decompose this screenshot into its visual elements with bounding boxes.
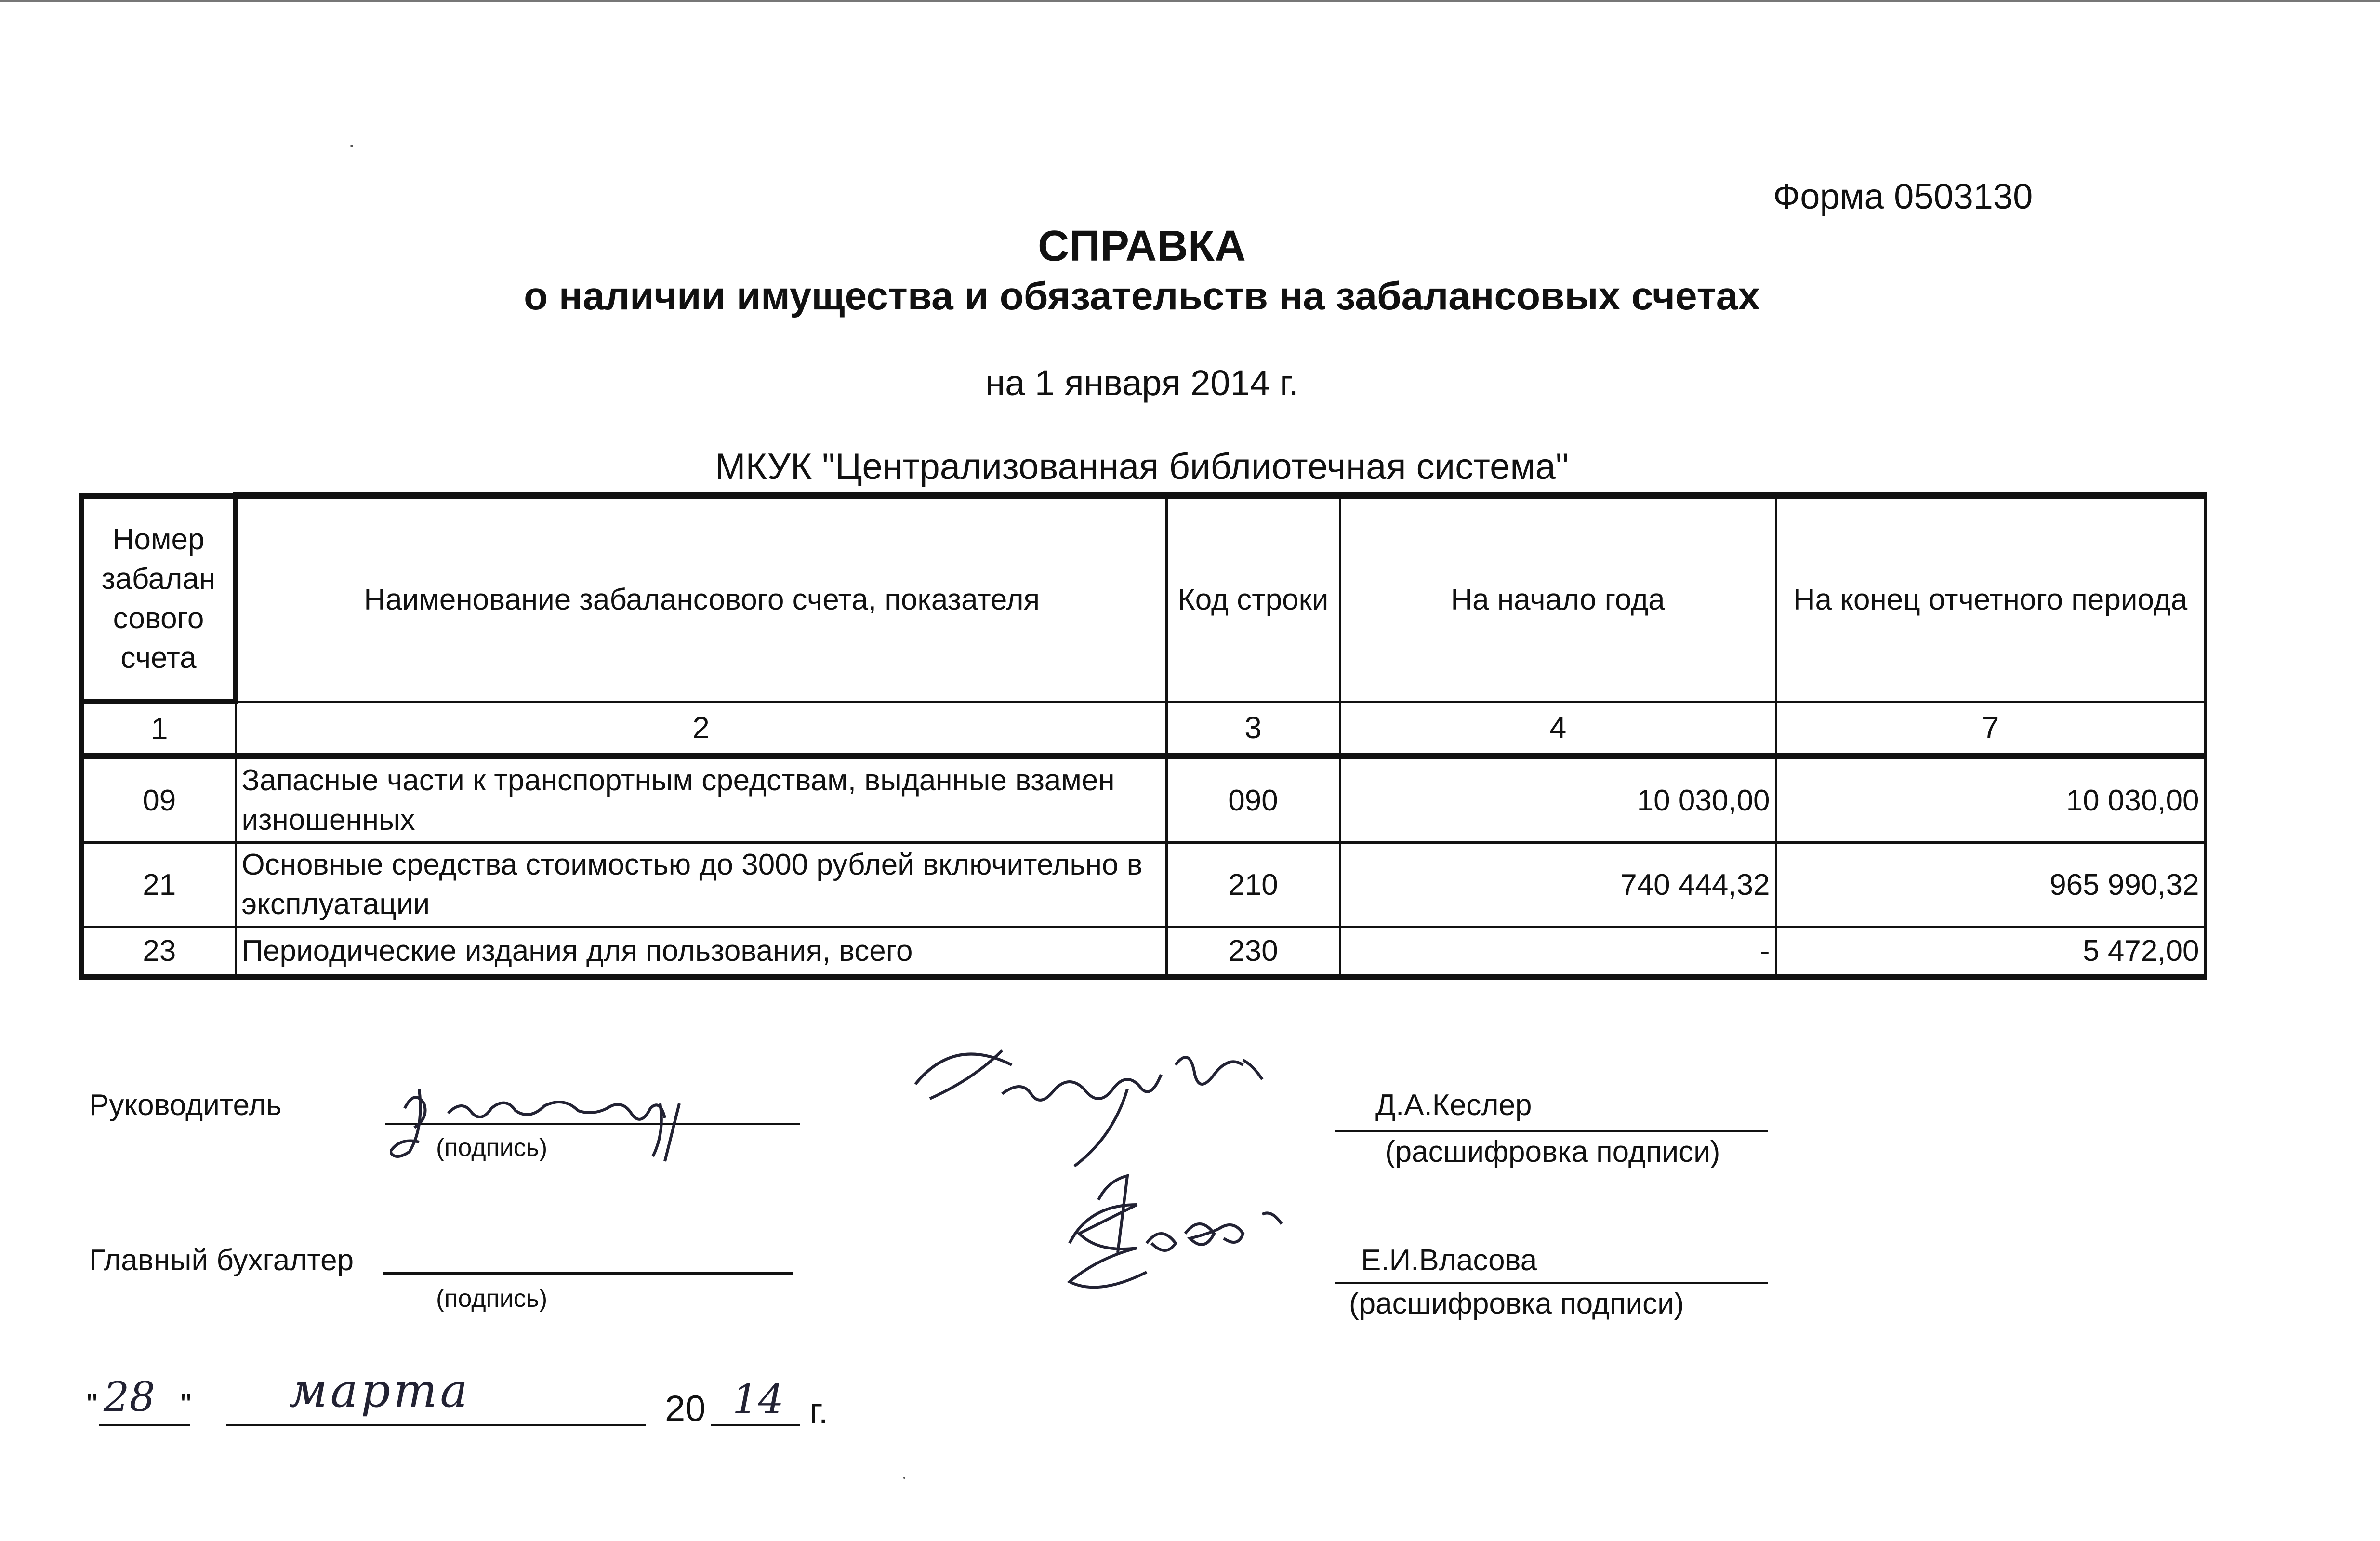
- accountant-signature-line: [383, 1272, 793, 1275]
- row-end: 10 030,00: [1776, 756, 2205, 843]
- col-num: 7: [1776, 702, 2205, 756]
- accountant-name-line: [1335, 1282, 1768, 1284]
- head-role-label: Руководитель: [89, 1089, 282, 1122]
- accountant-signature: [1050, 1171, 1320, 1301]
- table-row: [81, 756, 2205, 843]
- head-sign-caption: (подпись): [436, 1134, 548, 1162]
- off-balance-table: [79, 492, 2207, 980]
- document-title: СПРАВКА: [1038, 222, 1246, 270]
- row-start: 10 030,00: [1340, 756, 1776, 843]
- table-row: [81, 927, 2205, 977]
- row-code: 090: [1166, 756, 1340, 843]
- form-number: Форма 0503130: [1773, 176, 2033, 216]
- accountant-sign-caption: (подпись): [436, 1285, 548, 1313]
- header-name: Наименование забалансового счета, показателя: [236, 496, 1166, 702]
- header-start: На начало года: [1340, 496, 1776, 702]
- handwritten-position-director: [390, 1075, 800, 1181]
- col-num: 4: [1340, 702, 1776, 756]
- date-day-handwritten: 28: [104, 1373, 155, 1421]
- date-close-quote: ": [181, 1388, 192, 1421]
- row-start: 740 444,32: [1340, 843, 1776, 927]
- document-subtitle: о наличии имущества и обязательств на забалансовых счетах: [524, 274, 1760, 318]
- date-year-mark: г.: [809, 1391, 829, 1432]
- organization-name: МКУК "Централизованная библиотечная система": [715, 446, 1569, 487]
- report-date: на 1 января 2014 г.: [985, 363, 1298, 403]
- row-account: 09: [81, 756, 236, 843]
- date-year-line: [711, 1424, 800, 1426]
- date-month-handwritten: марта: [289, 1364, 471, 1418]
- date-day-line: [99, 1424, 190, 1426]
- row-name: Запасные части к транспортным средствам, выданные взамен изношенных: [236, 756, 1166, 843]
- table-row: [81, 843, 2205, 927]
- accountant-role-label: Главный бухгалтер: [89, 1244, 354, 1277]
- head-name-caption: (расшифровка подписи): [1385, 1135, 1720, 1169]
- date-year-handwritten: 14: [732, 1376, 784, 1423]
- col-num: 1: [81, 702, 236, 756]
- accountant-name: Е.И.Власова: [1361, 1244, 1537, 1277]
- row-start: -: [1340, 927, 1776, 977]
- head-name: Д.А.Кеслер: [1375, 1089, 1532, 1122]
- row-account: 21: [81, 843, 236, 927]
- date-month-line: [226, 1424, 646, 1426]
- col-num: 2: [236, 702, 1166, 756]
- row-end: 5 472,00: [1776, 927, 2205, 977]
- col-num: 3: [1166, 702, 1340, 756]
- scan-speck: [903, 1477, 905, 1479]
- row-name: Периодические издания для пользования, всего: [236, 927, 1166, 977]
- row-account: 23: [81, 927, 236, 977]
- scan-speck: [350, 145, 353, 147]
- accountant-name-caption: (расшифровка подписи): [1349, 1287, 1684, 1320]
- row-code: 210: [1166, 843, 1340, 927]
- head-signature: [906, 1036, 1330, 1181]
- scan-edge-line: [0, 0, 2380, 5]
- header-account-no: Номер забалан сового счета: [81, 496, 236, 702]
- row-end: 965 990,32: [1776, 843, 2205, 927]
- column-number-row: [81, 702, 2205, 756]
- header-end: На конец отчетного периода: [1776, 496, 2205, 702]
- row-code: 230: [1166, 927, 1340, 977]
- table-header-row: [81, 496, 2205, 702]
- head-name-line: [1335, 1130, 1768, 1132]
- row-name: Основные средства стоимостью до 3000 рублей включительно в эксплуатации: [236, 843, 1166, 927]
- date-year-prefix: 20: [665, 1388, 706, 1429]
- header-code: Код строки: [1166, 496, 1340, 702]
- date-open-quote: ": [87, 1388, 98, 1421]
